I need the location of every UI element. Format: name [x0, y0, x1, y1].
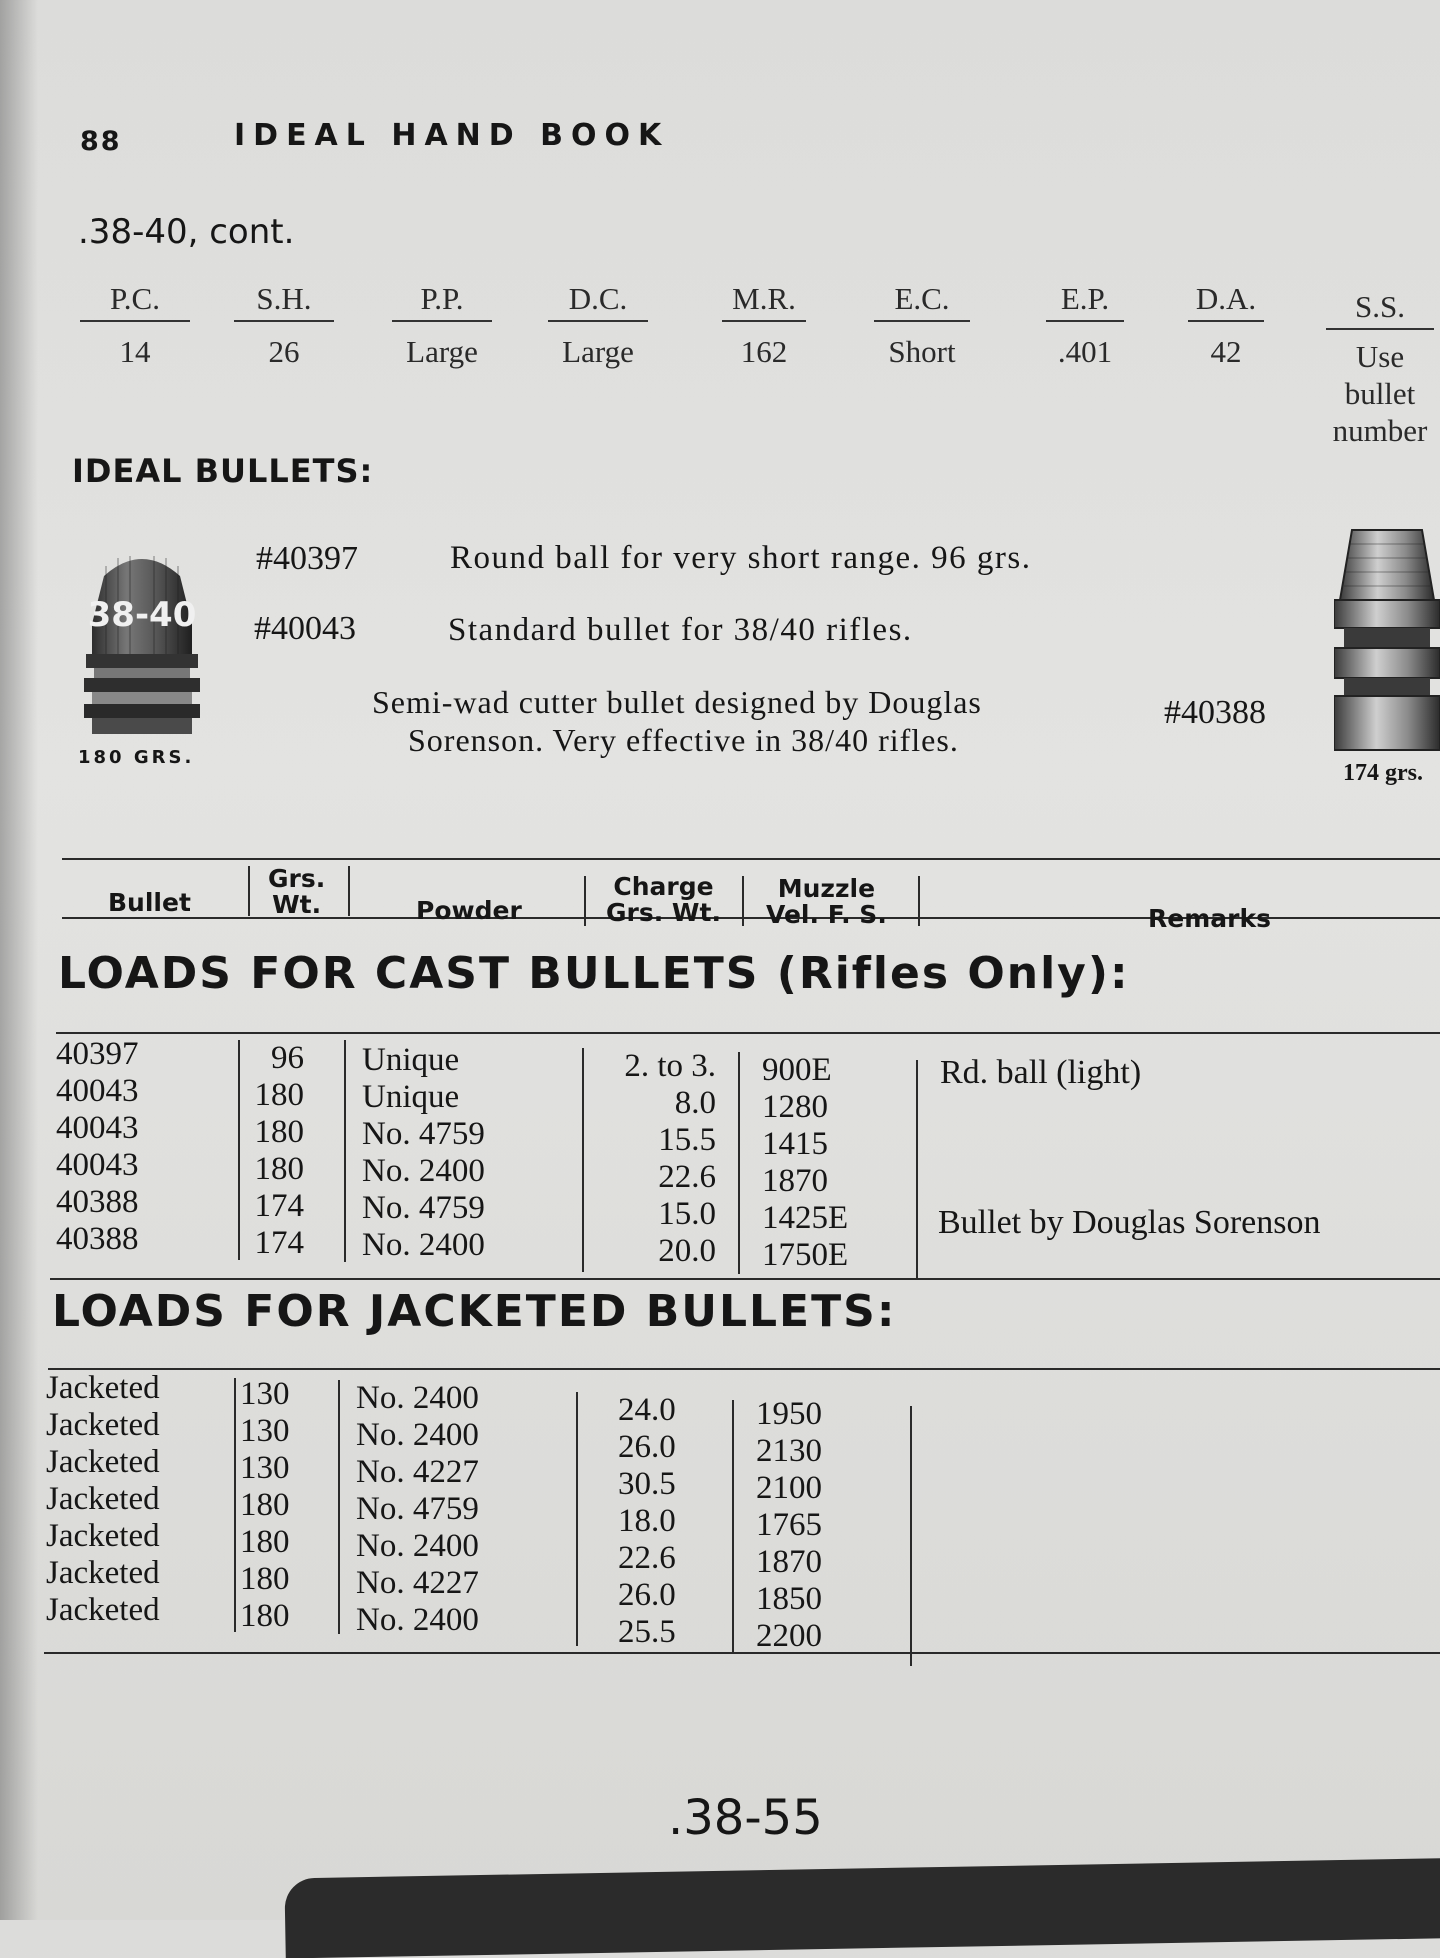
section-rule [44, 1652, 1440, 1654]
cast-charge-column [596, 1048, 716, 1270]
column-header-bullet: Bullet [108, 888, 191, 917]
cast-velocity-column [762, 1052, 848, 1274]
table-cell: 174 [254, 1188, 304, 1224]
right-image-caption: 174 grs. [1343, 760, 1423, 786]
dimension-abbr: M.R. [722, 278, 806, 322]
jacketed-powder-column [356, 1380, 479, 1639]
column-header-grs-wt [268, 866, 325, 918]
table-cell: 26.0 [618, 1429, 676, 1465]
dimension-ec [874, 278, 970, 370]
column-divider [238, 1040, 240, 1260]
dimension-ep [1046, 278, 1124, 370]
table-cell: 26.0 [618, 1577, 676, 1613]
table-cell: 1870 [756, 1544, 822, 1580]
table-cell: Jacketed [46, 1592, 160, 1628]
column-header-powder: Powder [416, 896, 522, 925]
table-cell: 1425E [762, 1200, 849, 1236]
section-rule [48, 1368, 1440, 1370]
dimension-value: 162 [740, 334, 788, 369]
dimension-value-line: number [1332, 413, 1428, 448]
column-header-line: Wt. [272, 890, 322, 919]
cast-remark: Rd. ball (light) [940, 1054, 1142, 1091]
table-top-rule [62, 858, 1440, 860]
dimension-value: 42 [1210, 334, 1242, 369]
column-header-charge [606, 874, 721, 926]
section-title: .38-40, cont. [78, 212, 295, 252]
table-cell: 40397 [56, 1036, 139, 1072]
column-divider [732, 1400, 734, 1654]
table-cell: No. 2400 [356, 1528, 479, 1564]
cast-loads-heading: LOADS FOR CAST BULLETS (Rifles Only): [58, 948, 1130, 999]
jacketed-bullet-column [46, 1370, 160, 1629]
bullet-description: Standard bullet for 38/40 rifles. [448, 612, 913, 648]
bullet-stamp: 38-40 [87, 595, 197, 635]
dimension-value: Large [406, 334, 478, 369]
dimension-value-line: bullet [1344, 376, 1416, 411]
bullet-number: #40397 [256, 540, 358, 577]
column-divider [918, 876, 920, 926]
table-cell: No. 4759 [362, 1190, 485, 1226]
table-cell: No. 4759 [356, 1491, 479, 1527]
dimension-value [1326, 338, 1434, 449]
table-cell: 1950 [756, 1396, 822, 1432]
dimension-abbr: E.C. [874, 278, 970, 322]
table-cell: 18.0 [618, 1503, 676, 1539]
dimension-pc [80, 278, 190, 370]
dimension-mr [722, 278, 806, 370]
cast-remark: Bullet by Douglas Sorenson [938, 1204, 1321, 1241]
table-cell: 30.5 [618, 1466, 676, 1502]
table-cell: Jacketed [46, 1518, 160, 1554]
dimension-abbr: D.A. [1188, 278, 1264, 322]
dimension-value: 26 [268, 334, 300, 369]
table-cell: 130 [240, 1413, 290, 1449]
table-cell: 180 [254, 1114, 304, 1150]
dimension-abbr: D.C. [548, 278, 648, 322]
table-cell: 15.5 [658, 1122, 716, 1158]
running-head: IDEAL HAND BOOK [234, 118, 670, 153]
table-cell: 1280 [762, 1089, 828, 1125]
table-cell: 180 [240, 1524, 290, 1560]
column-divider [582, 1048, 584, 1272]
table-cell: No. 2400 [356, 1417, 479, 1453]
dimension-abbr: E.P. [1046, 278, 1124, 322]
column-header-line: Grs. [268, 864, 326, 893]
column-divider [738, 1052, 740, 1274]
table-cell: 1415 [762, 1126, 828, 1162]
column-header-line: Grs. Wt. [606, 898, 721, 927]
column-header-line: Vel. F. S. [766, 900, 887, 929]
table-cell: 1750E [762, 1237, 849, 1273]
table-cell: Unique [362, 1042, 460, 1078]
table-cell: 25.5 [618, 1614, 676, 1650]
table-cell: 22.6 [658, 1159, 716, 1195]
table-cell: No. 2400 [356, 1602, 479, 1638]
table-cell: 20.0 [658, 1233, 716, 1269]
column-header-muzzle [766, 876, 887, 928]
table-cell: No. 4227 [356, 1565, 479, 1601]
column-divider [234, 1378, 236, 1632]
table-cell: 1850 [756, 1581, 822, 1617]
table-cell: 15.0 [658, 1196, 716, 1232]
table-cell: No. 2400 [362, 1153, 485, 1189]
table-cell: 130 [240, 1376, 290, 1412]
jacketed-charge-column [618, 1392, 676, 1651]
dimension-abbr: S.S. [1326, 286, 1434, 330]
column-header-remarks: Remarks [1148, 904, 1271, 933]
column-header-line: Muzzle [777, 874, 876, 903]
dimension-dc [548, 278, 648, 370]
column-divider [348, 866, 350, 916]
table-cell: 40043 [56, 1147, 139, 1183]
table-cell: 180 [240, 1487, 290, 1523]
dimension-pp [392, 278, 492, 370]
cast-powder-column [362, 1042, 485, 1264]
table-cell: 180 [240, 1561, 290, 1597]
cast-bullet-column [56, 1036, 139, 1258]
section-rule [56, 1032, 1440, 1034]
jacketed-grs-column [240, 1376, 290, 1635]
bullet-number: #40388 [1164, 694, 1266, 731]
jacketed-velocity-column [756, 1396, 822, 1655]
dimension-abbr: P.C. [80, 278, 190, 322]
page-gutter-shadow [0, 0, 38, 1920]
dimension-sh [234, 278, 334, 370]
table-cell: 180 [240, 1598, 290, 1634]
table-cell: Jacketed [46, 1444, 160, 1480]
column-divider [916, 1060, 918, 1280]
column-divider [248, 866, 250, 916]
table-cell: 2100 [756, 1470, 822, 1506]
foreground-object [284, 1858, 1440, 1958]
column-divider [910, 1406, 912, 1666]
table-cell: Jacketed [46, 1481, 160, 1517]
table-cell: 1870 [762, 1163, 828, 1199]
table-cell: Jacketed [46, 1555, 160, 1591]
dimension-value: .401 [1057, 334, 1113, 369]
table-cell: No. 2400 [362, 1227, 485, 1263]
table-cell: 2130 [756, 1433, 822, 1469]
table-cell: 2200 [756, 1618, 822, 1654]
table-cell: 40388 [56, 1221, 139, 1257]
table-cell: 8.0 [674, 1085, 716, 1121]
table-cell: No. 4759 [362, 1116, 485, 1152]
bullet-number: #40043 [254, 610, 356, 647]
bullet-illustration-right [1334, 520, 1440, 760]
table-cell: 40043 [56, 1073, 139, 1109]
table-cell: No. 4227 [356, 1454, 479, 1490]
table-cell: 22.6 [618, 1540, 676, 1576]
dimension-ss [1326, 286, 1434, 449]
table-cell: 180 [254, 1151, 304, 1187]
table-cell: 900E [762, 1052, 832, 1088]
column-header-line: Charge [613, 872, 714, 901]
dimension-abbr: S.H. [234, 278, 334, 322]
left-image-caption: 180 GRS. [78, 747, 195, 768]
table-cell: 1765 [756, 1507, 822, 1543]
next-section-title: .38-55 [668, 1790, 823, 1846]
dimension-abbr: P.P. [392, 278, 492, 322]
table-cell: 130 [240, 1450, 290, 1486]
dimension-value: 14 [119, 334, 151, 369]
table-cell: 174 [254, 1225, 304, 1261]
table-cell: Unique [362, 1079, 460, 1115]
column-divider [338, 1380, 340, 1634]
column-divider [576, 1392, 578, 1646]
table-cell: 24.0 [618, 1392, 676, 1428]
column-divider [742, 876, 744, 926]
cast-grs-column [244, 1040, 304, 1262]
page-number: 88 [80, 126, 122, 157]
jacketed-loads-heading: LOADS FOR JACKETED BULLETS: [52, 1286, 897, 1337]
section-rule [50, 1278, 1440, 1280]
ideal-bullets-heading: IDEAL BULLETS: [72, 452, 374, 490]
dimension-value: Large [562, 334, 634, 369]
table-cell: 2. to 3. [624, 1048, 716, 1084]
bullet-note-line: Semi-wad cutter bullet designed by Douglas [372, 684, 982, 720]
table-cell: 40388 [56, 1184, 139, 1220]
dimension-value-line: Use [1355, 339, 1405, 374]
bullet-note-line: Sorenson. Very effective in 38/40 rifles. [408, 722, 959, 758]
table-cell: 180 [254, 1077, 304, 1113]
dimension-da [1188, 278, 1264, 370]
dimension-value: Short [888, 334, 956, 369]
bullet-illustration-left [76, 546, 208, 746]
table-cell: 40043 [56, 1110, 139, 1146]
table-cell: 96 [271, 1040, 304, 1076]
bullet-description: Round ball for very short range. 96 grs. [450, 540, 1032, 576]
table-cell: Jacketed [46, 1370, 160, 1406]
column-divider [344, 1040, 346, 1262]
table-cell: Jacketed [46, 1407, 160, 1443]
column-divider [584, 876, 586, 926]
bullet-note [372, 683, 1132, 759]
table-cell: No. 2400 [356, 1380, 479, 1416]
